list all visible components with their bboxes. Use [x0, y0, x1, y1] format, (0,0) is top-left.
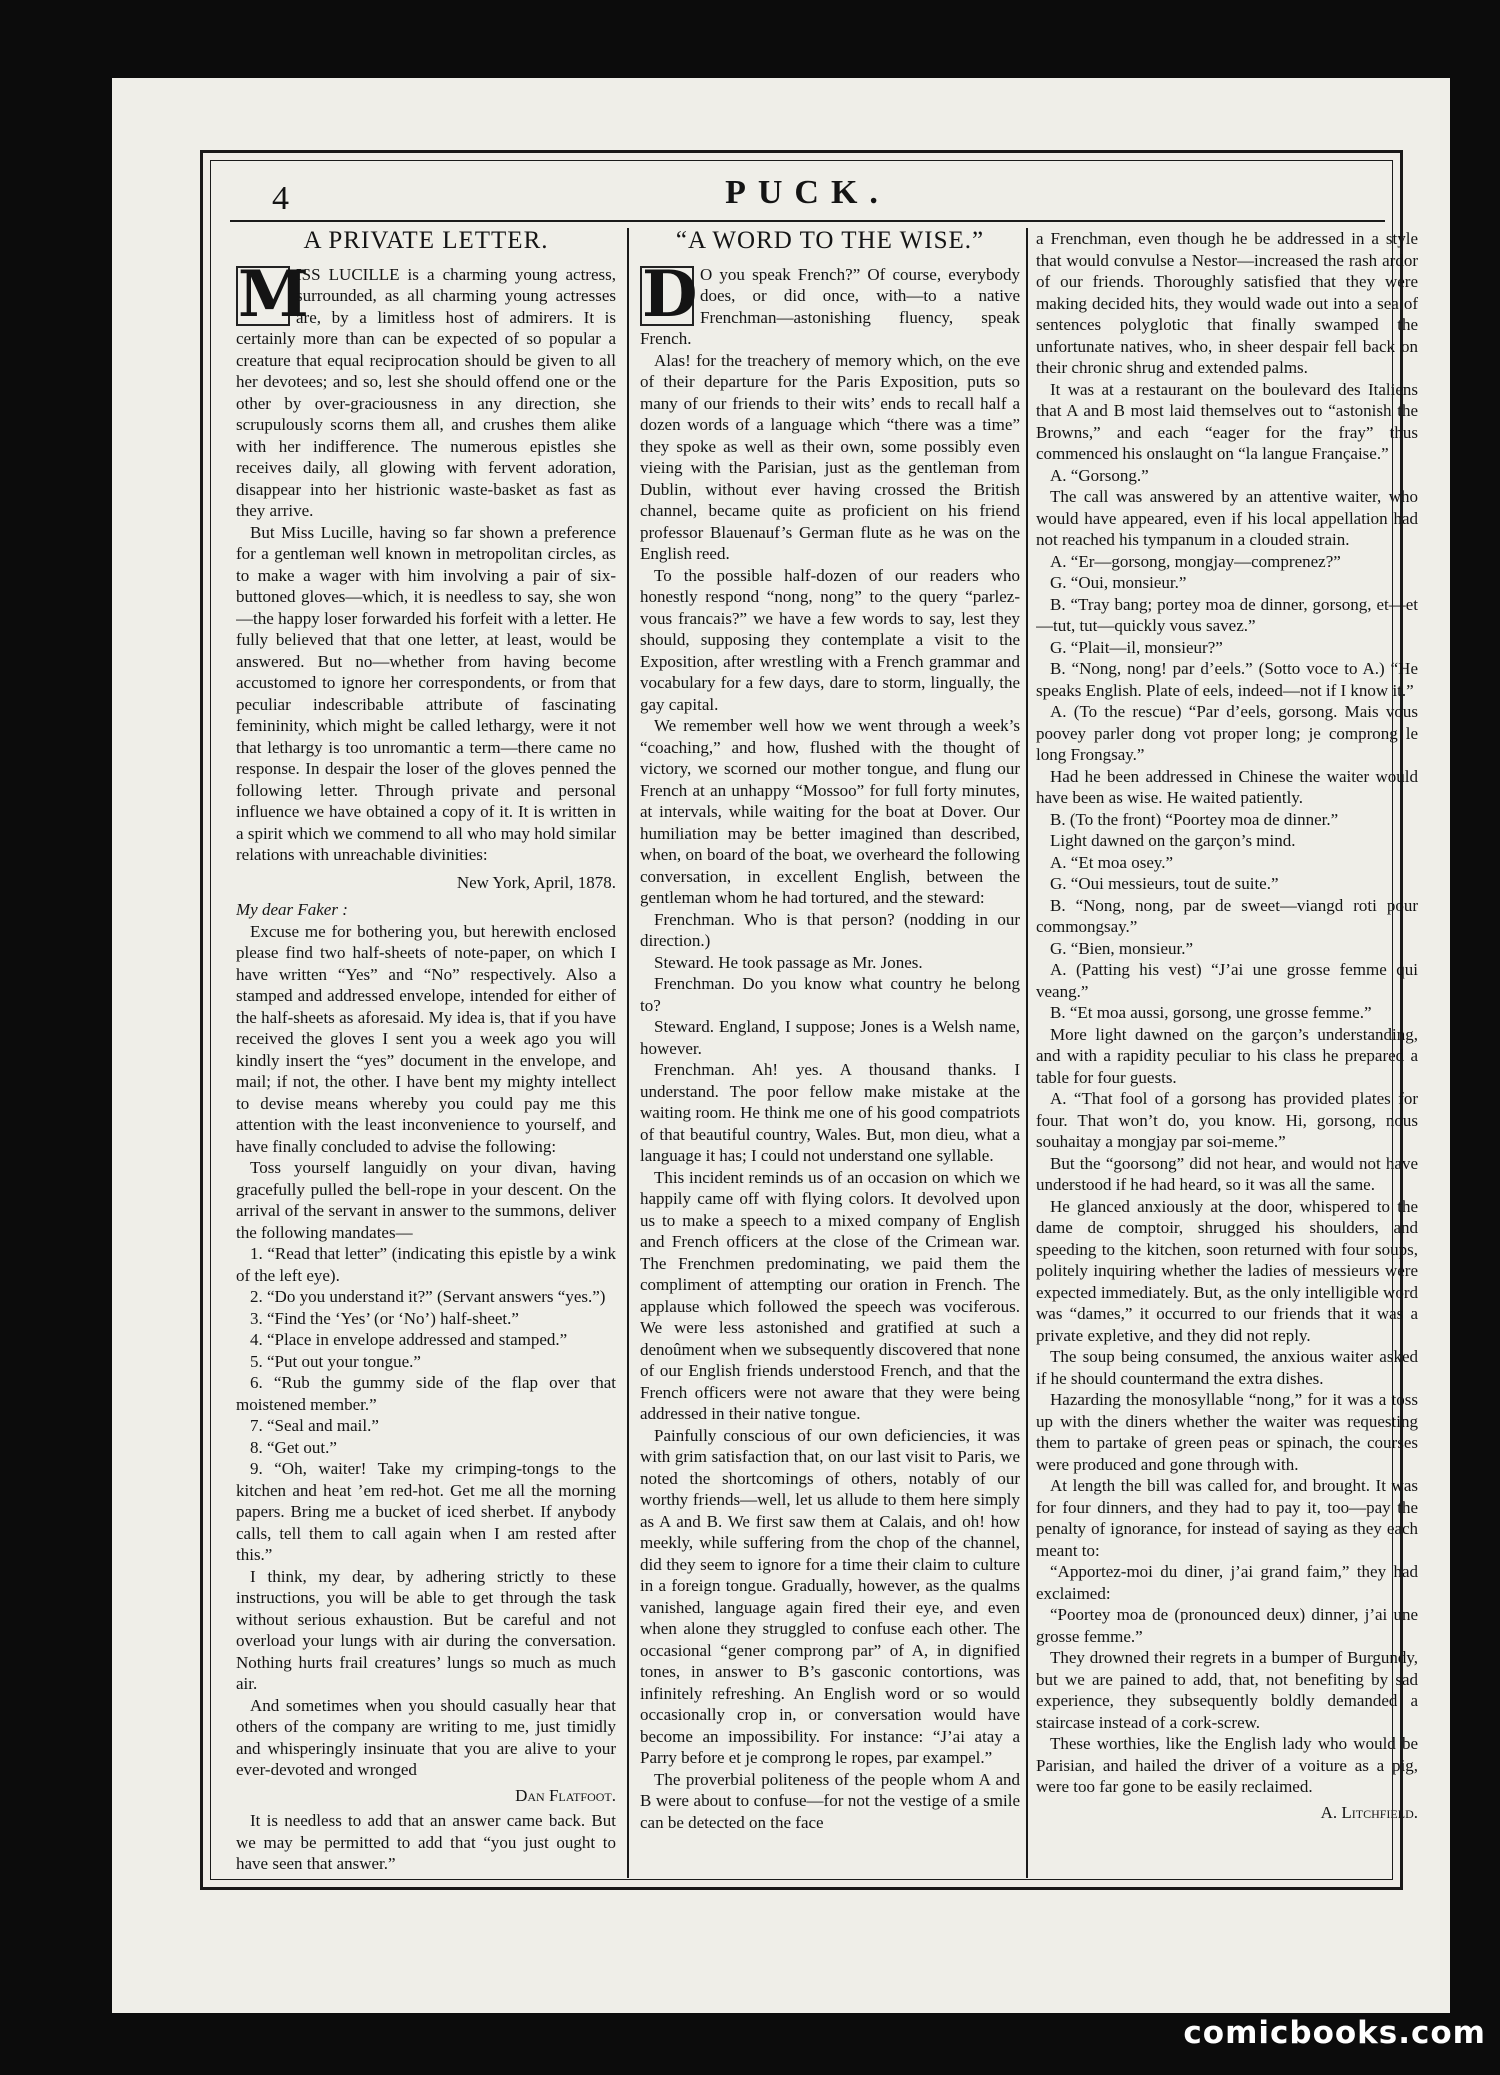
date-line: New York, April, 1878. [456, 872, 616, 892]
list-item: 2. “Do you understand it?” (Servant answers “yes.”) [250, 1287, 606, 1306]
page-header [230, 170, 1385, 220]
dialogue-line: B. “Et moa aussi, gorsong, une grosse femme.” [1050, 1003, 1372, 1022]
header-rule [230, 220, 1385, 222]
list-item: 9. “Oh, waiter! Take my crimping-tongs to the kitchen and heat ’em red-hot. Get me all the morning papers. Bring me a bucket of iced sherbet. If anybody calls, tell them to call again when I am rested after this.” [236, 1459, 616, 1564]
dialogue-line: B. (To the front) “Poortey moa de dinner.” [1050, 809, 1339, 829]
paragraph: Alas! for the treachery of memory which, on the eve of their departure for the Paris Exposition, puts so many of our friends to their wits’ ends to recall half a dozen words of a language which “there was a time” they spoke as well as their own, some possibly even vieing with the Parisian, just as the gentleman from Dublin, without ever having crossed the British channel, became quite as proficient on his friend professor Blauenauf’s German flute as he was on the English reed. [640, 350, 1020, 563]
paragraph: We remember well how we went through a week’s “coaching,” and how, flushed with the thought of victory, we scorned our mother tongue, and flung our French at an unhappy “Mossoo” for full forty minutes, at intervals, while waiting for the boat at Dover. Our humiliation may be better imagined than described, when, on board of the boat, we overheard the following conversation, in excellent English, between the gentleman whom he had tortured, and the steward: [640, 716, 1020, 907]
paragraph: a Frenchman, even though he be addressed in a style that would convulse a Nestor—increased the rash ardor of our friends. Thoroughly satisfied that they were making decided hits, they would wade out into a sea of sentences polyglotic that finally swamped the unfortunate natives, who, in sheer despair fell back on their chronic shrug and extended palms. [1036, 229, 1418, 377]
paragraph: More light dawned on the garçon’s understanding, and with a rapidity peculiar to his class he prepared a table for four guests. [1036, 1024, 1418, 1087]
paragraph: And sometimes when you should casually hear that others of the company are writing to me, just timidly and whisperingly insinuate that you are alive to your ever-devoted and wronged [236, 1695, 616, 1779]
dialogue-line: G. “Oui, monsieur.” [1050, 573, 1187, 592]
quote-line: “Apportez-moi du diner, j’ai grand faim,” they had exclaimed: [1036, 1562, 1418, 1603]
list-item: 1. “Read that letter” (indicating this epistle by a wink of the left eye). [236, 1244, 616, 1285]
paragraph: Had he been addressed in Chinese the waiter would have been as wise. He waited patiently. [1036, 766, 1418, 807]
dialogue-line: B. “Tray bang; portey moa de dinner, gorsong, et—et—tut, tut—quickly vous savez.” [1036, 594, 1418, 635]
paragraph: Light dawned on the garçon’s mind. [1050, 831, 1296, 850]
paragraph: To the possible half-dozen of our readers who honestly respond “nong, nong” to the query “parlez-vous francais?” we have a few words to say, lest they should, supposing they contemplate a visit to the Exposition, after wrestling with a French grammar and vocabulary for a few days, dare to storm, lingually, the gay capital. [640, 565, 1020, 714]
salutation: My dear Faker : [236, 900, 348, 919]
paragraph: The call was answered by an attentive waiter, who would have appeared, even if his local appellation had not reached his tympanum in a clouded strain. [1036, 487, 1418, 549]
drop-cap: M [238, 256, 309, 332]
column-divider [627, 228, 629, 1878]
paragraph: This incident reminds us of an occasion on which we happily came off with flying colors. It devolved upon us to make a speech to a mixed company of English and French officers at the close of the Crimean war. The Frenchmen predominating, we paid them the compliment of attempting our oration in French. The applause which followed the speech was vociferous. We were less astonished and gratified at such a denoûment when we subsequently discovered that none of our English friends understood French, and that the French officers were not aware that they were being addressed in their native tongue. [640, 1167, 1020, 1423]
paragraph: It is needless to add that an answer came back. But we may be permitted to add that “you just ought to have seen that answer.” [236, 1811, 616, 1873]
paragraph: Excuse me for bothering you, but herewith enclosed please find two half-sheets of note-paper, on which I have written “Yes” and “No” respectively. Also a stamped and addressed envelope, intended for either of the half-sheets as aforesaid. My idea is, that if you have received the gloves I sent you a week ago you will kindly insert the “yes” document in the envelope, and mail; if not, the other. I have bent my mighty intellect to devise means whereby you could pay me this attention with the least inconvenience to yourself, and have finally concluded to advise the following: [236, 921, 616, 1156]
drop-cap: D [642, 256, 698, 332]
quote-line: “Poortey moa de (pronounced deux) dinner, j’ai une grosse femme.” [1036, 1605, 1418, 1646]
column-private-letter [236, 228, 616, 1878]
dialogue-line: B. “Nong, nong! par d’eels.” (Sotto voce to A.) “He speaks English. Plate of eels, indeed—not if I know it.” [1036, 659, 1418, 700]
dialogue-line: Steward. He took passage as Mr. Jones. [654, 952, 923, 972]
paragraph: The proverbial politeness of the people whom A and B were about to confuse—for not the vestige of a smile can be detected on the face [640, 1769, 1020, 1832]
paragraph: The soup being consumed, the anxious waiter asked if he should countermand the extra dishes. [1036, 1347, 1418, 1388]
paragraph: O you speak French?” Of course, everybody does, or did once, with—to a native Frenchman—astonishing fluency, speak French. [640, 264, 1020, 348]
watermark: comicbooks.com [1183, 2015, 1486, 2051]
dialogue-line: Frenchman. Ah! yes. A thousand thanks. I understand. The poor fellow make mistake at the waiting room. He think me one of his good compatriots of that beautiful country, Wales. But, mon dieu, what a language it has; I could not understand one syllable. [640, 1060, 1020, 1165]
list-item: 7. “Seal and mail.” [250, 1416, 379, 1435]
dialogue-line: A. “Gorsong.” [1050, 465, 1149, 485]
paragraph: Toss yourself languidly on your divan, having gracefully pulled the bell-rope in your descent. On the arrival of the servant in answer to the summons, deliver the following mandates— [236, 1158, 616, 1242]
dialogue-line: A. “Er—gorsong, mongjay—comprenez?” [1050, 551, 1341, 571]
dialogue-line: A. “That fool of a gorsong has provided plates for four. That won’t do, you know. Hi, gorsong, nous souhaitay a mongjay par soi-meme.” [1036, 1089, 1418, 1151]
column-divider [1026, 228, 1028, 1878]
paragraph: These worthies, like the English lady who would be Parisian, and hailed the driver of a voiture as a pig, were too far gone to be easily reclaimed. [1036, 1734, 1418, 1796]
paragraph: They drowned their regrets in a bumper of Burgundy, but we are pained to add, that, not benefiting by sad experience, they subsequently boldly demanded a staircase instead of a cork-screw. [1036, 1648, 1418, 1732]
publication-title: PUCK. [725, 174, 890, 211]
paragraph: It was at a restaurant on the boulevard des Italiens that A and B most laid themselves out to “astonish the Browns,” and each “eager for the fray” thus commenced his onslaught on “la langue Française.” [1036, 379, 1418, 463]
article-title: A PRIVATE LETTER. [303, 228, 549, 254]
article-title: “A WORD TO THE WISE.” [675, 228, 985, 254]
dialogue-line: G. “Bien, monsieur.” [1050, 938, 1194, 958]
paragraph: He glanced anxiously at the door, whispered to the dame de comptoir, shrugged his shoulders, and speeding to the kitchen, soon returned with four soups, politely inquiring whether the ladies of messieurs were expected immediately. But, as the only intelligible word was “dames,” it occurred to our friends that it was a private expletive, and they did not reply. [1036, 1196, 1418, 1345]
dialogue-line: B. “Nong, nong, par de sweet—viangd roti pour commongsay.” [1036, 895, 1418, 936]
dialogue-line: G. “Oui messieurs, tout de suite.” [1050, 874, 1279, 893]
page-number: 4 [272, 180, 289, 217]
signature: A. Litchfield. [1320, 1802, 1418, 1822]
list-item: 8. “Get out.” [250, 1437, 337, 1457]
signature: Dan Flatfoot. [515, 1785, 616, 1805]
dialogue-line: Frenchman. Who is that person? (nodding in our direction.) [640, 909, 1020, 950]
dialogue-line: G. “Plait—il, monsieur?” [1050, 637, 1223, 657]
dialogue-line: A. “Et moa osey.” [1050, 852, 1174, 872]
paragraph: At length the bill was called for, and brought. It was for four dinners, and they had to pay it, too—pay the penalty of ignorance, for instead of saying as they each meant to: [1036, 1476, 1418, 1560]
paragraph: I think, my dear, by adhering strictly to these instructions, you will be able to get through the task without serious exhaustion. But be careful and not overload your lungs with air during the conversation. Nothing hurts frail creatures’ lungs so much as much air. [236, 1566, 616, 1693]
list-item: 4. “Place in envelope addressed and stamped.” [250, 1330, 568, 1349]
paragraph: ISS LUCILLE is a charming young actress, surrounded, as all charming young actresses are, by a limitless host of admirers. It is certainly more than can be expected of so popular a creature that equal reciprocation should be given to all her devotees; and so, lest she should offend one or the other by over-graciousness in any direction, she scrupulously scorns them all, and crushes them alike with her indifference. The numerous epistles she receives daily, all glowing with fervent adoration, disappear into her histrionic waste-basket as fast as they arrive. [236, 264, 616, 520]
column-word-to-the-wise [640, 228, 1020, 1878]
paragraph: Hazarding the monosyllable “nong,” for it was a toss up with the diners whether the waiter was requesting them to partake of green peas or spinach, the courses were produced and gone through with. [1036, 1390, 1418, 1474]
list-item: 3. “Find the ‘Yes’ (or ‘No’) half-sheet.” [250, 1308, 519, 1328]
paragraph: But the “goorsong” did not hear, and would not have understood if he had heard, so it was all the same. [1036, 1153, 1418, 1194]
list-item: 5. “Put out your tongue.” [250, 1351, 421, 1371]
dialogue-line: A. (To the rescue) “Par d’eels, gorsong. Mais vous poovey parler dong vot proper long; je comprong le long Frongsay.” [1036, 702, 1418, 764]
column-continuation [1036, 228, 1418, 1878]
dialogue-line: Frenchman. Do you know what country he belong to? [640, 974, 1020, 1015]
paragraph: Painfully conscious of our own deficiencies, it was with grim satisfaction that, on our last visit to Paris, we noted the shortcomings of others, notably of our worthy friends—well, let us allude to them here simply as A and B. We first saw them at Calais, and oh! how meekly, while suffering from the chop of the channel, did they seem to ignore for a time their claim to culture in a foreign tongue. Gradually, however, as the qualms vanished, language again fired their eye, and even when alone they struggled to confuse each other. The occasional “gener comprong par” of A, in dignified tones, in answer to B’s gasconic contortions, was infinitely refreshing. An English word or so would occasionally crop in, or conversation would have become an impossibility. For instance: “J’ai atay a Parry before et je comprong le ropes, par exampel.” [640, 1425, 1020, 1767]
paragraph: But Miss Lucille, having so far shown a preference for a gentleman well known in metropolitan circles, as to make a wager with him involving a pair of six-buttoned gloves—which, it is needless to say, she won—the happy loser forwarded his forfeit with a letter. He fully believed that that one letter, at least, would be answered. But no—whether from having become accustomed to ignore her correspondents, or from that peculiar indescribable attribute of fascinating femininity, which might be called lethargy, were it not that lethargy is too unromantic a term—there came no response. In despair the loser of the gloves penned the following letter. Through private and personal influence we have obtained a copy of it. It is written in a spirit which we commend to all who may hold similar relations with unreachable divinities: [236, 522, 616, 864]
list-item: 6. “Rub the gummy side of the flap over that moistened member.” [236, 1373, 616, 1414]
dialogue-line: A. (Patting his vest) “J’ai une grosse femme qui veang.” [1036, 960, 1418, 1001]
dialogue-line: Steward. England, I suppose; Jones is a Welsh name, however. [640, 1017, 1020, 1058]
